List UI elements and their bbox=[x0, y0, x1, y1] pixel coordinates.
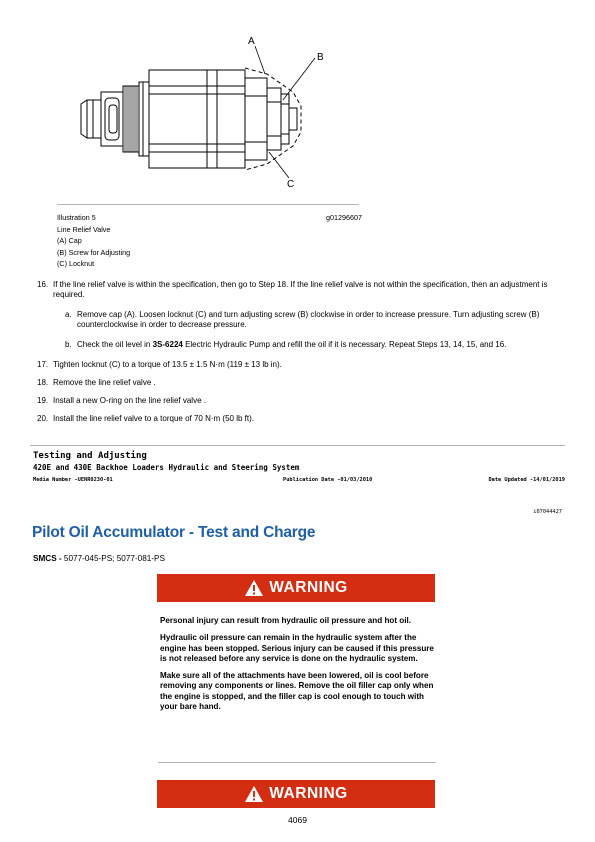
step-16: 16. If the line relief valve is within the specification, then go to Step 18. If the line relief valve is not within the specification, then an adjustment is required. bbox=[37, 280, 548, 299]
figure-divider bbox=[57, 204, 359, 205]
part-number-link[interactable]: 3S-6224 bbox=[152, 340, 183, 349]
caption-number: Illustration 5 bbox=[57, 213, 96, 222]
caption-line: Line Relief Valve bbox=[57, 224, 111, 234]
document-id: i07044427 bbox=[533, 509, 562, 515]
section-divider bbox=[30, 445, 565, 446]
page-number: 4069 bbox=[288, 815, 307, 825]
warning-label-2: WARNING bbox=[269, 785, 348, 802]
warning-banner-2 bbox=[157, 780, 435, 808]
step-18: 18. Remove the line relief valve . bbox=[37, 378, 156, 387]
step-17: 17. Tighten locknut (C) to a torque of 13.5 ± 1.5 N·m (119 ± 13 lb in). bbox=[37, 360, 282, 369]
caption-line: (A) Cap bbox=[57, 236, 82, 245]
warning-paragraph: Hydraulic oil pressure can remain in the hydraulic system after the engine has been stopped. Serious injury can be caused if this pressure is not released before any service is done on the hydraulic system. bbox=[160, 633, 434, 663]
page-title: Pilot Oil Accumulator - Test and Charge bbox=[32, 524, 316, 541]
warning-banner bbox=[157, 574, 435, 602]
caption-line: (B) Screw for Adjusting bbox=[57, 247, 131, 257]
step-20: 20. Install the line relief valve to a torque of 70 N·m (50 lb ft). bbox=[37, 414, 254, 423]
step-19: 19. Install a new O-ring on the line relief valve . bbox=[37, 396, 206, 405]
warning-text bbox=[160, 616, 434, 719]
smcs-codes: 5077-045-PS; 5077-081-PS bbox=[61, 554, 165, 563]
callout-c: C bbox=[287, 179, 295, 190]
caption-code: g01296607 bbox=[326, 213, 362, 222]
warning-paragraph: Make sure all of the attachments have been lowered, oil is cool before removing any components or lines. Remove the oil filler cap only when the engine is stopped, and the filler cap is cool enough to touch with your bare hand. bbox=[160, 671, 434, 712]
illustration-figure bbox=[57, 30, 357, 200]
step-16a: a. Remove cap (A). Loosen locknut (C) and turn adjusting screw (B) clockwise in order to increase pressure. Turn adjusting screw (B) counterclockwise in order to decrease pressure. bbox=[65, 310, 540, 329]
model-heading: 420E and 430E Backhoe Loaders Hydraulic and Steering System bbox=[33, 463, 300, 472]
section-heading: Testing and Adjusting bbox=[33, 451, 147, 461]
caption-line: (C) Locknut bbox=[57, 259, 95, 268]
step-16b: b. Check the oil level in 3S-6224 Electric Hydraulic Pump and refill the oil if it is necessary. Repeat Steps 13, 14, 15, and 16. bbox=[65, 340, 507, 349]
smcs-label: SMCS - bbox=[33, 554, 62, 563]
callout-b: B bbox=[317, 52, 324, 63]
warning-paragraph: Personal injury can result from hydraulic oil pressure and hot oil. bbox=[160, 616, 411, 625]
smcs-line bbox=[33, 554, 165, 563]
warning-label: WARNING bbox=[269, 579, 348, 596]
publication-date: Publication Date -01/03/2010 bbox=[283, 477, 373, 483]
date-updated: Date Updated -14/01/2019 bbox=[488, 477, 565, 483]
warning-triangle-icon bbox=[244, 579, 264, 597]
media-number: Media Number -UENR0230-01 bbox=[33, 477, 113, 483]
callout-a: A bbox=[248, 36, 255, 47]
illustration-caption bbox=[57, 212, 362, 270]
procedure-steps bbox=[37, 280, 557, 424]
line-relief-valve-drawing bbox=[57, 30, 357, 200]
warning-divider bbox=[158, 762, 436, 763]
warning-triangle-icon bbox=[244, 785, 264, 803]
